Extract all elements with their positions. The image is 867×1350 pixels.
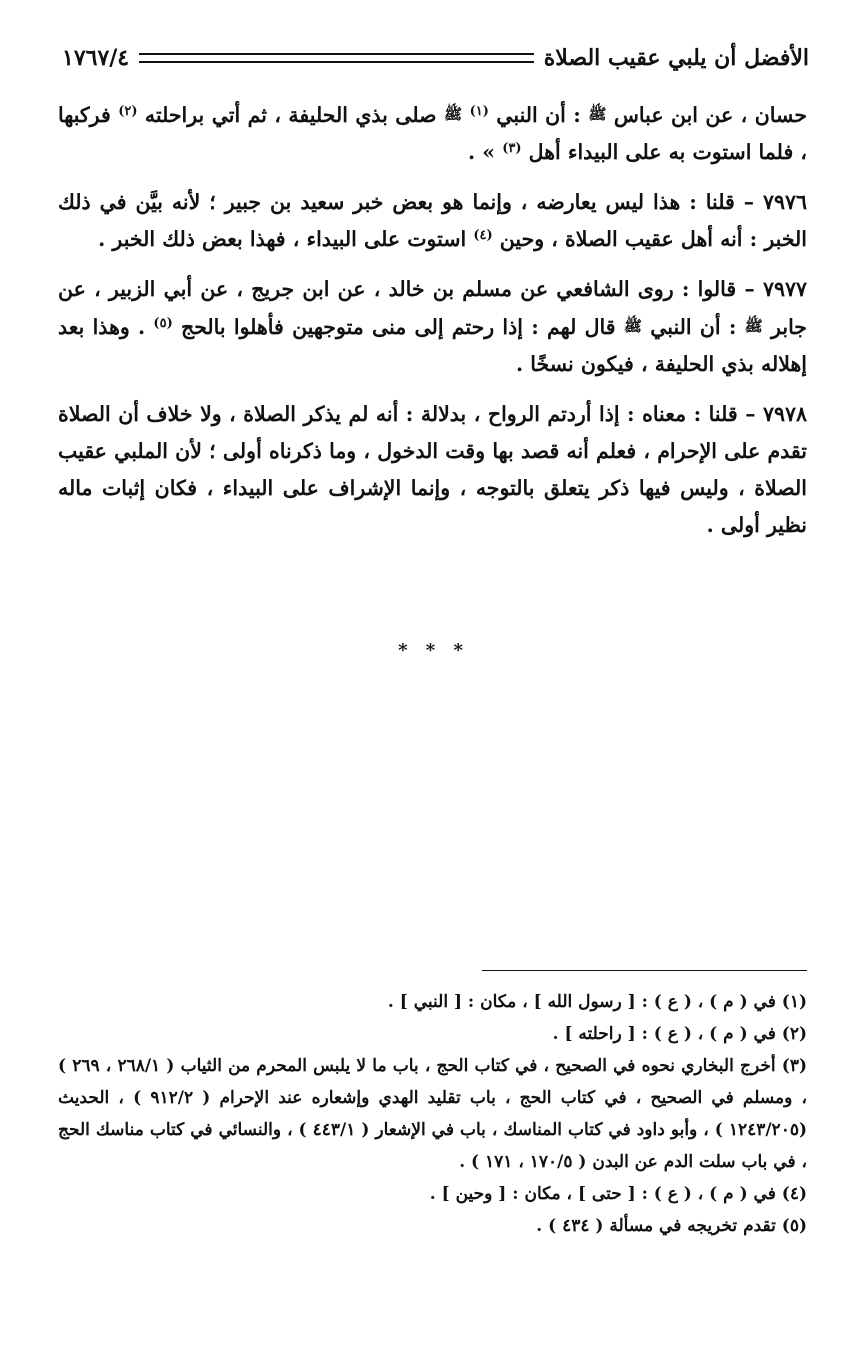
footnote-3: (٣) أخرج البخاري نحوه في الصحيح ، في كتاب الحج ، باب ما لا يلبس المحرم من الثياب ( ٢٦٨/١ ، ٢٦٩ ) ، ومسلم في الصحيح ، في كتاب الحج ، باب تقليد الهدي وإشعاره عند الإحرام ( ٩١٢/٢ ) ، الحديث (١٢٤٣/٢٠٥ ) ، وأبو داود في كتاب المناسك ، باب في الإشعار ( ٤٤٣/١ ) ، والنسائي في كتاب مناسك الحج ، في باب سلت الدم عن البدن ( ١٧٠/٥ ، ١٧١ ) . — [58, 1056, 808, 1172]
honorific-symbol: ﷺ — [588, 105, 607, 123]
honorific-symbol: ﷺ — [623, 317, 642, 335]
footnote-ref: (٢) — [118, 104, 138, 119]
paragraph-7976: ٧٩٧٦ – قلنا : هذا ليس يعارضه ، وإنما هو بعض خبر سعيد بن جبير ؛ لأنه بيَّن في ذلك الخبر : أنه أهل عقيب الصلاة ، وحين $^{(٤)}$ استوت على البيداء ، فهذا بعض ذلك الخبر . — [58, 190, 807, 251]
paragraph-number: ٧٩٧٨ — [762, 402, 807, 426]
running-header — [62, 40, 809, 76]
paragraph-number: ٧٩٧٦ — [762, 190, 807, 214]
footnote-1: (١) في ( م ) ، ( ع ) : [ رسول الله ] ، مكان : [ النبي ] . — [387, 992, 807, 1012]
footnote-2: (٢) في ( م ) ، ( ع ) : [ راحلته ] . — [552, 1024, 807, 1044]
header-rule — [139, 53, 534, 63]
footnotes — [58, 986, 807, 1242]
footnote-ref: (٥) — [153, 316, 173, 331]
footnote-rule — [482, 970, 807, 971]
honorific-symbol: ﷺ — [744, 317, 763, 335]
footnote-ref: (١) — [469, 104, 489, 119]
footnote-5: (٥) تقدم تخريجه في مسألة ( ٤٣٤ ) . — [536, 1216, 807, 1236]
paragraph-7978: ٧٩٧٨ – قلنا : معناه : إذا أردتم الرواح ، بدلالة : أنه لم يذكر الصلاة ، ولا خلاف أن الصلاة تقدم على الإحرام ، فعلم أنه قصد بها وقت الدخول ، وما ذكرناه أولى ؛ لأن الملبي عقيب الصلاة ، وليس فيها ذكر يتعلق بالتوجه ، وإنما الإشراف على البيداء ، فكان إثبات ماله نظير أولى . — [58, 402, 807, 537]
footnote-4: (٤) في ( م ) ، ( ع ) : [ حتى ] ، مكان : [ وحين ] . — [429, 1184, 807, 1204]
paragraph-7977: ٧٩٧٧ – قالوا : روى الشافعي عن مسلم بن خالد ، عن ابن جريج ، عن أبي الزبير ، عن جابر ﷺ : أن النبي ﷺ قال لهم : إذا رحتم إلى منى متوجهين فأهلوا بالحج $^{(٥)}$ . وهذا بعد إهلاله بذي الحليفة ، فيكون نسخًا . — [58, 277, 807, 376]
paragraph-continued: حسان ، عن ابن عباس ﷺ : أن النبي $^{(١)}$ ﷺ صلى بذي الحليفة ، ثم أتي براحلته $^{(٢)}$ فركبها ، فلما استوت به على البيداء أهل $^{(٣)}$ » . — [58, 103, 807, 164]
paragraph-number: ٧٩٧٧ — [762, 277, 807, 301]
honorific-symbol: ﷺ — [444, 105, 463, 123]
footnote-ref: (٣) — [502, 141, 522, 156]
section-separator: * * * — [398, 640, 469, 661]
main-text — [58, 96, 807, 557]
running-title: الأفضل أن يلبي عقيب الصلاة — [543, 45, 809, 71]
page-number: ١٧٦٧/٤ — [62, 45, 130, 71]
footnote-ref: (٤) — [473, 228, 493, 243]
